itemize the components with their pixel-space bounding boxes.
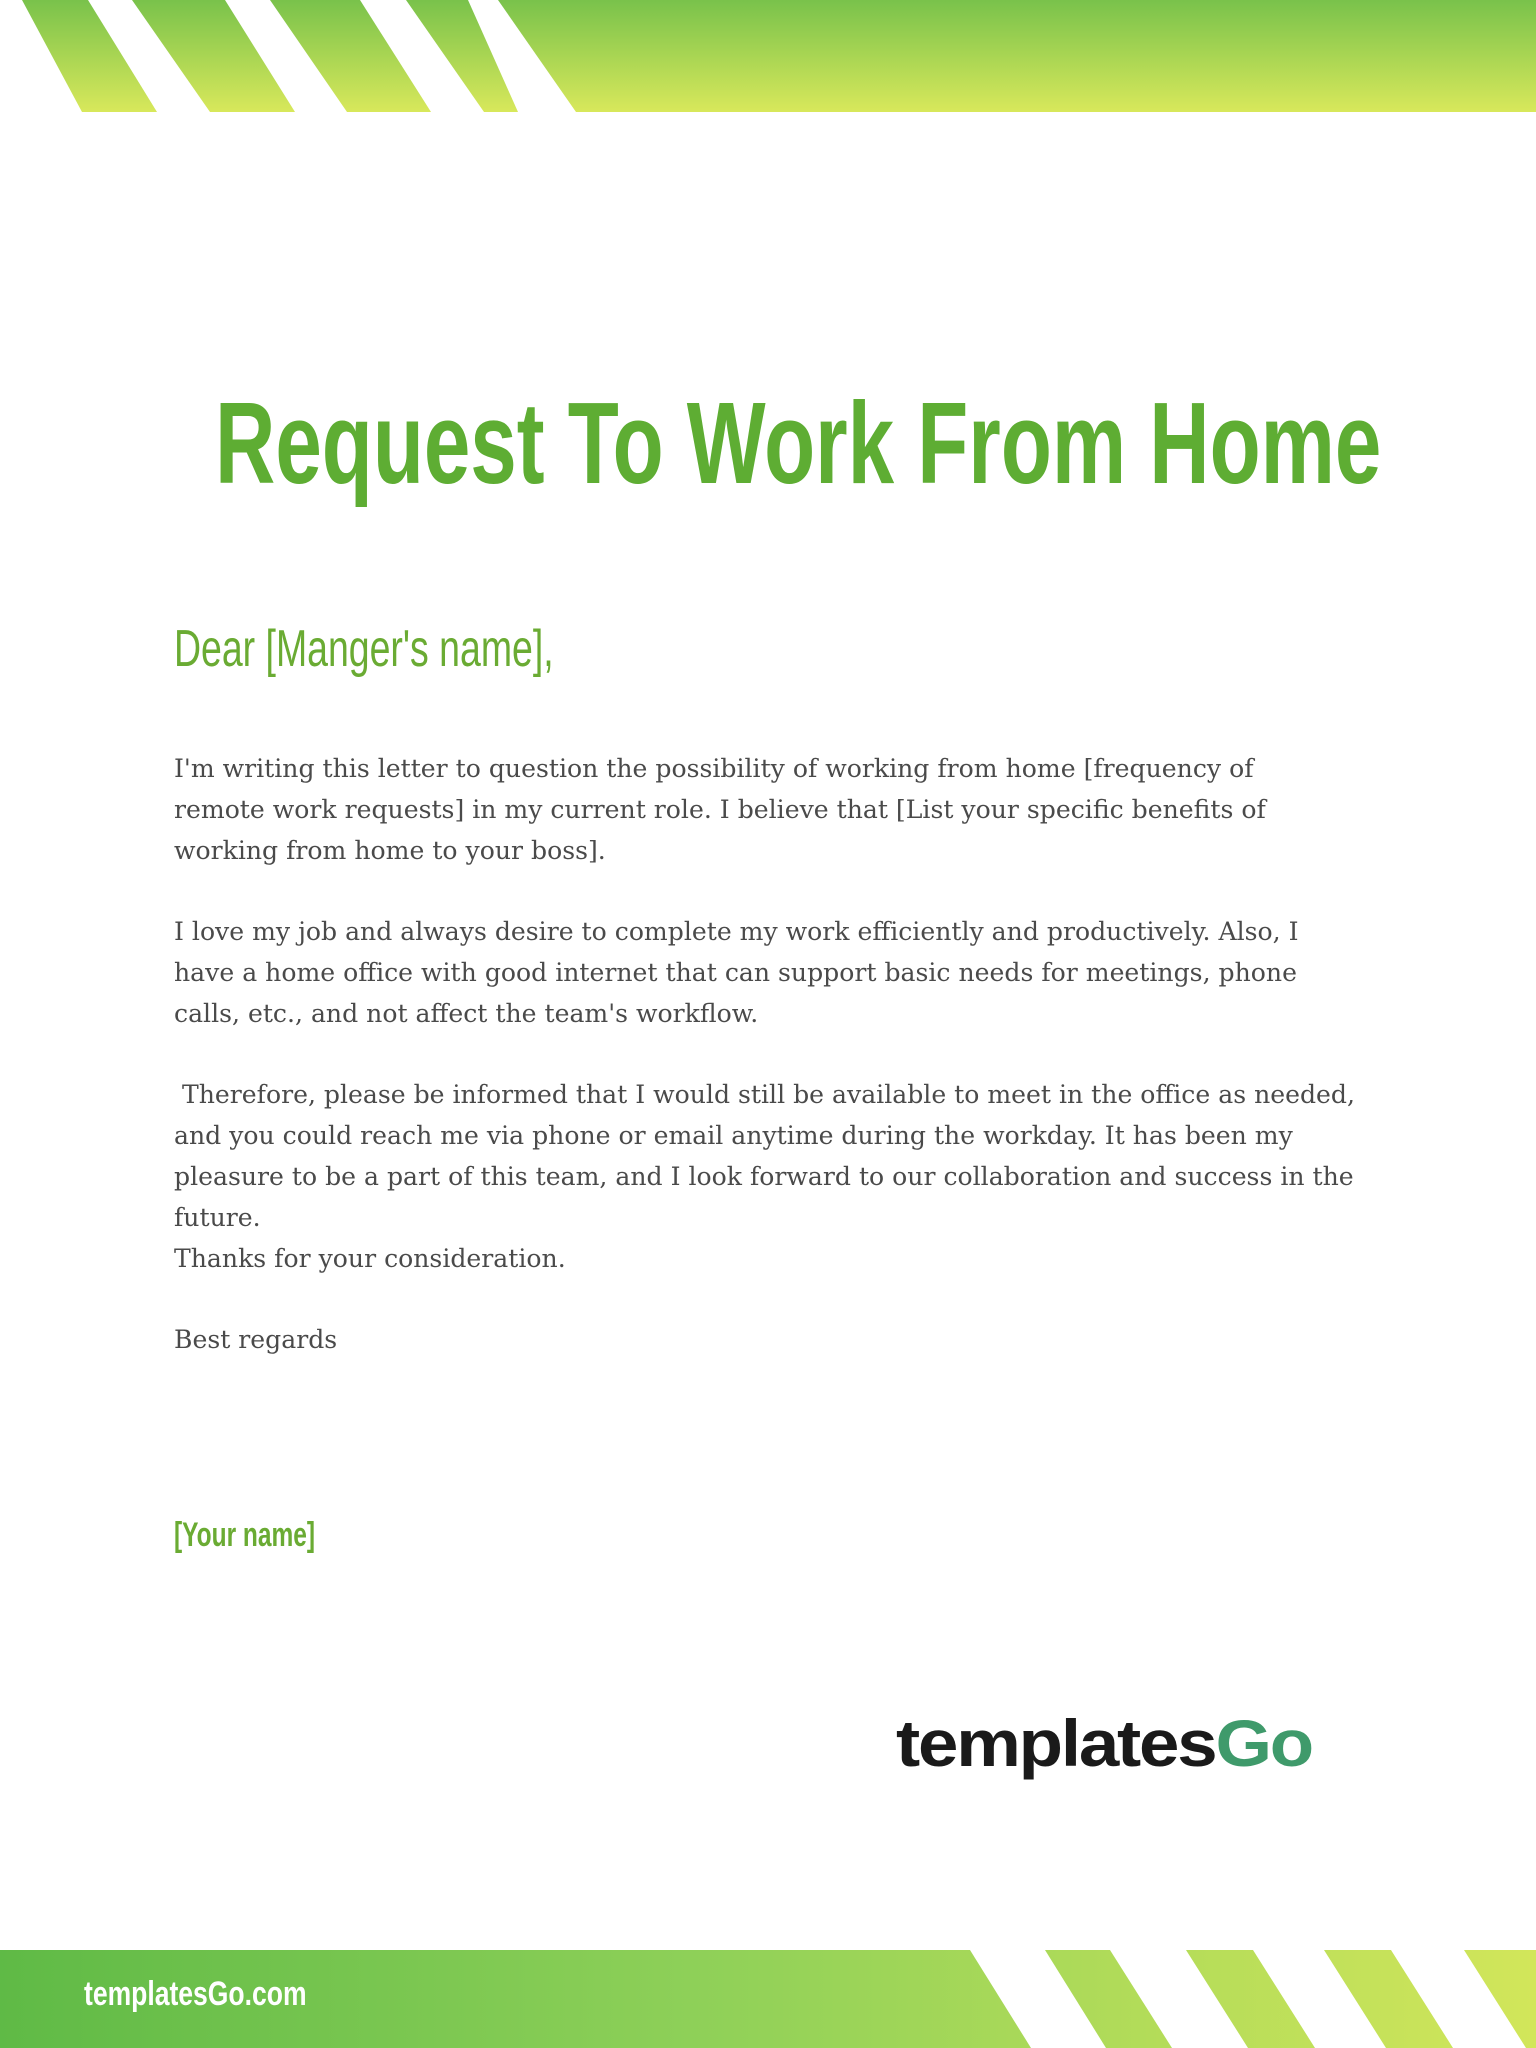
letter-title: Request To Work From Home [215,378,1382,508]
letter-body [174,749,1356,1361]
salutation: Dear [Manger's name], [174,620,554,678]
templatesgo-logo [896,1700,1316,1790]
top-decorative-band [0,0,1536,112]
paragraph-1: I'm writing this letter to question the possibility of working from home [frequency of remote work requests] in my current role. I believe that [List your specific benefits of working from home to your boss]. [174,754,1266,866]
logo-text-accent: Go [1215,1706,1304,1780]
footer-url: templatesGo.com [84,1975,307,2013]
logo-text-dark: templates [896,1706,1187,1780]
paragraph-2: I love my job and always desire to complete my work efficiently and productively. Also, I have a home office with good internet that can support basic needs for meetings, phone calls, etc., and not affect the team's workflow. [174,917,1299,1029]
signature-name: [Your name] [174,1516,316,1554]
svg-text:templatesGo [896,1706,1312,1780]
paragraph-3: Therefore, please be informed that I would still be available to meet in the office as needed, and you could reach me via phone or email anytime during the workday. It has been my pleasure to be a part of this team, and I look forward to our collaboration and success in the future. Thanks for your consideration. [174,1080,1355,1274]
closing: Best regards [174,1325,338,1356]
